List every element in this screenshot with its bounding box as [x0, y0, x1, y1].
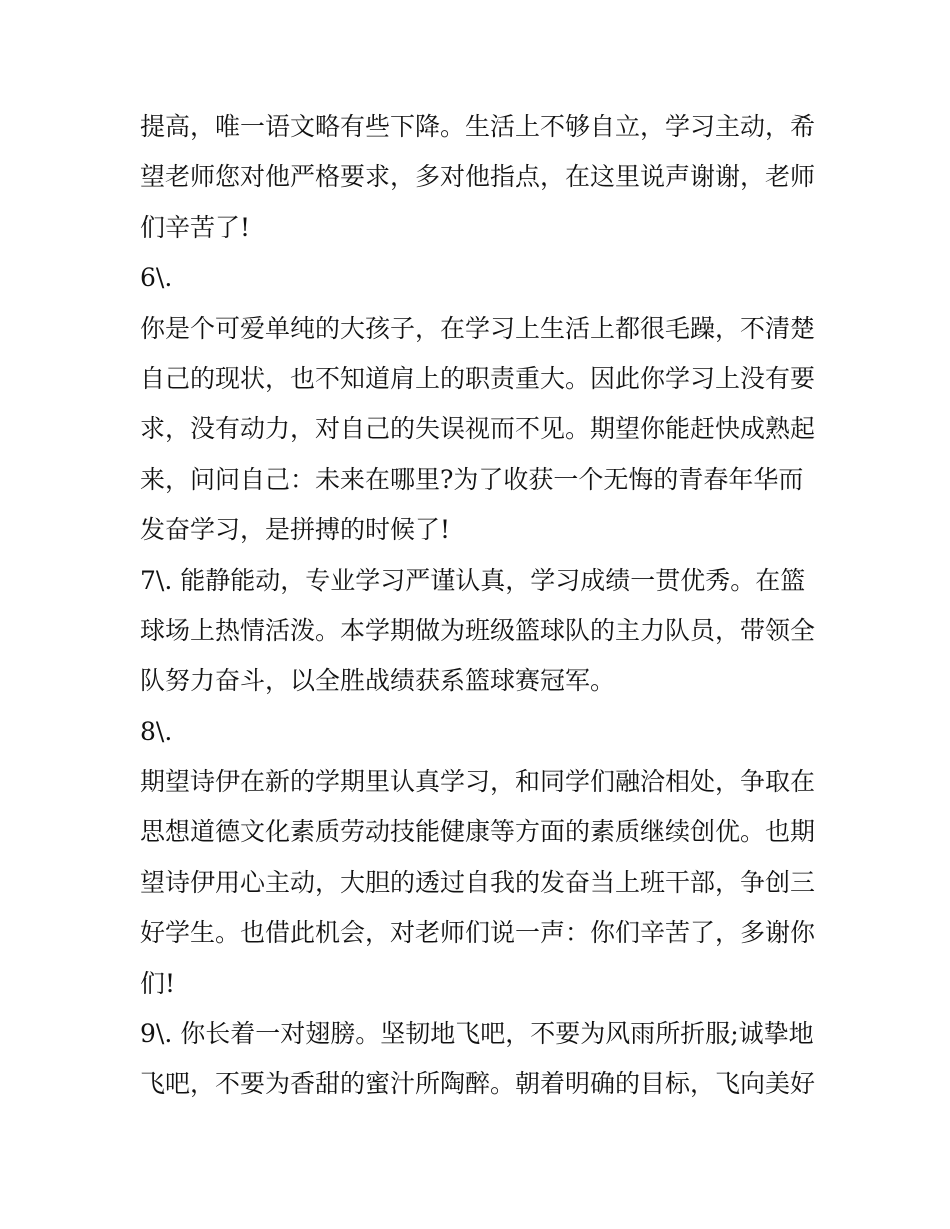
text-line: 期望诗伊在新的学期里认真学习，和同学们融洽相处，争取在 — [140, 767, 816, 797]
text-line: 好学生。也借此机会，对老师们说一声：你们辛苦了，多谢你 — [140, 918, 816, 948]
text-line: 9\. 你长着一对翅膀。坚韧地飞吧，不要为风雨所折服;诚挚地 — [140, 1019, 814, 1049]
text-line: 队努力奋斗，以全胜战绩获系篮球赛冠军。 — [140, 666, 616, 696]
section-number: 8\. — [140, 716, 173, 746]
text-line: 飞吧，不要为香甜的蜜汁所陶醉。朝着明确的目标，飞向美好 — [140, 1069, 816, 1099]
text-line: 你是个可爱单纯的大孩子，在学习上生活上都很毛躁，不清楚 — [140, 313, 816, 343]
text-line: 望老师您对他严格要求，多对他指点，在这里说声谢谢，老师 — [140, 162, 816, 192]
section-number: 6\. — [140, 263, 173, 293]
text-line: 来，问问自己：未来在哪里?为了收获一个无悔的青春年华而 — [140, 464, 804, 494]
text-line: 球场上热情活泼。本学期做为班级篮球队的主力队员，带领全 — [140, 615, 816, 645]
text-line: 思想道德文化素质劳动技能健康等方面的素质继续创优。也期 — [140, 817, 816, 847]
text-line: 发奋学习，是拼搏的时候了! — [140, 515, 451, 545]
text-line: 们辛苦了! — [140, 212, 251, 242]
text-line: 提高，唯一语文略有些下降。生活上不够自立，学习主动，希 — [140, 112, 816, 141]
text-line: 求，没有动力，对自己的失误视而不见。期望你能赶快成熟起 — [140, 414, 816, 444]
text-line: 望诗伊用心主动，大胆的透过自我的发奋当上班干部，争创三 — [140, 867, 816, 897]
document-body — [140, 102, 820, 1110]
text-line: 们! — [140, 968, 176, 998]
text-line: 自己的现状，也不知道肩上的职责重大。因此你学习上没有要 — [140, 363, 816, 393]
text-line: 7\. 能静能动，专业学习严谨认真，学习成绩一贯优秀。在篮 — [140, 565, 806, 595]
